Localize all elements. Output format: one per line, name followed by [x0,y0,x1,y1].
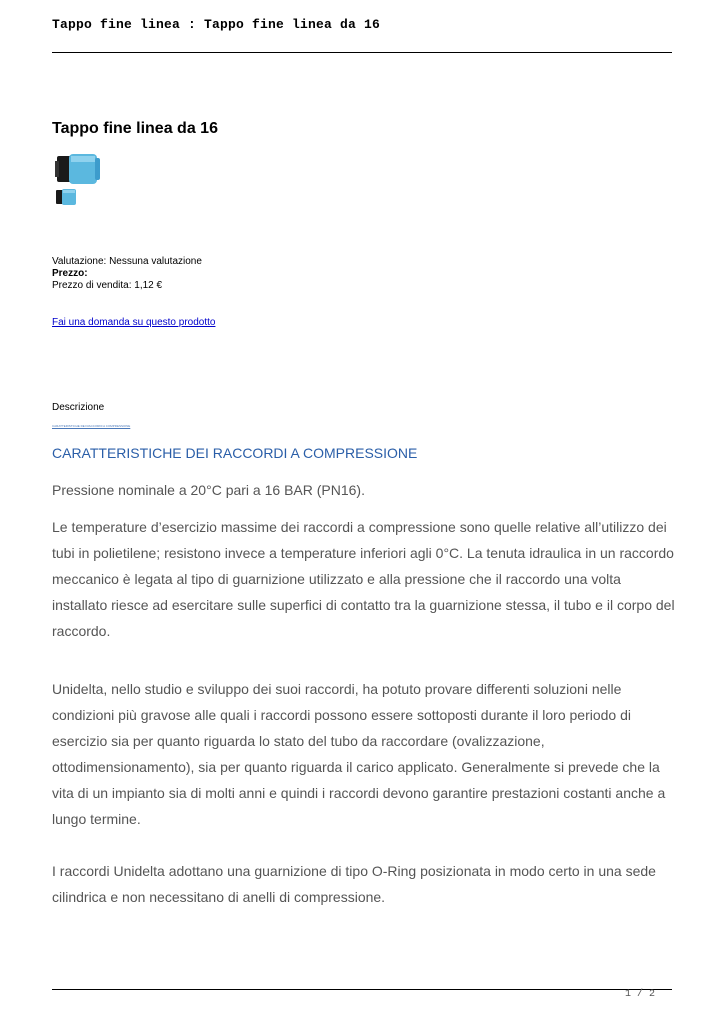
paragraph-oring: I raccordi Unidelta adottano una guarnizione di tipo O-Ring posizionata in modo certo in una sede cilindrica e non necessitano di anelli di compressione. [52,863,656,905]
section-title: CARATTERISTICHE DEI RACCORDI A COMPRESSIONE [52,445,418,461]
product-thumbnail[interactable] [55,188,77,206]
paragraph-pressure: Pressione nominale a 20°C pari a 16 BAR (PN16). [52,482,365,498]
rating-text: Valutazione: Nessuna valutazione [52,256,202,267]
document-header: Tappo fine linea : Tappo fine linea da 16 [52,17,381,32]
price-label: Prezzo: [52,268,88,279]
sale-price: Prezzo di vendita: 1,12 € [52,280,163,291]
product-title: Tappo fine linea da 16 [52,120,218,137]
product-info [52,256,202,292]
ask-question-link[interactable]: Fai una domanda su questo prodotto [52,317,216,328]
header-divider [52,52,672,53]
paragraph-unidelta: Unidelta, nello studio e sviluppo dei suoi raccordi, ha potuto provare differenti soluzioni nelle condizioni più gravose alle quali i raccordi possono essere sottoposti durante il loro periodo di esercizio sia per quanto riguarda lo stato del tubo da raccordare (ovalizzazione, ottodimensionamento), sia per quanto riguarda il carico applicato. Generalmente si prevede che la vita di un impianto sia di molti anni e quindi i raccordi devono garantire prestazioni costanti anche a lungo termine. [52,681,666,827]
paragraph-temperature: Le temperature d’esercizio massime dei raccordi a compressione sono quelle relative all’utilizzo dei tubi in polietilene; resistono invece a temperature inferiori agli 0°C. La tenuta idraulica in un raccordo meccanico è legata al tipo di guarnizione utilizzato e alla pressione che il raccordo una volta installato riesce ad esercitare sulle superfici di contatto tra la guarnizione stessa, il tubo e il corpo del raccordo. [52,519,675,639]
description-label: Descrizione [52,402,105,413]
footer-divider [52,989,672,990]
section-anchor-link[interactable]: CARATTERISTICHE DEI RACCORDI A COMPRESSIONE [52,424,131,428]
page-number: 1 / 2 [624,989,655,1000]
product-image[interactable] [55,152,101,186]
